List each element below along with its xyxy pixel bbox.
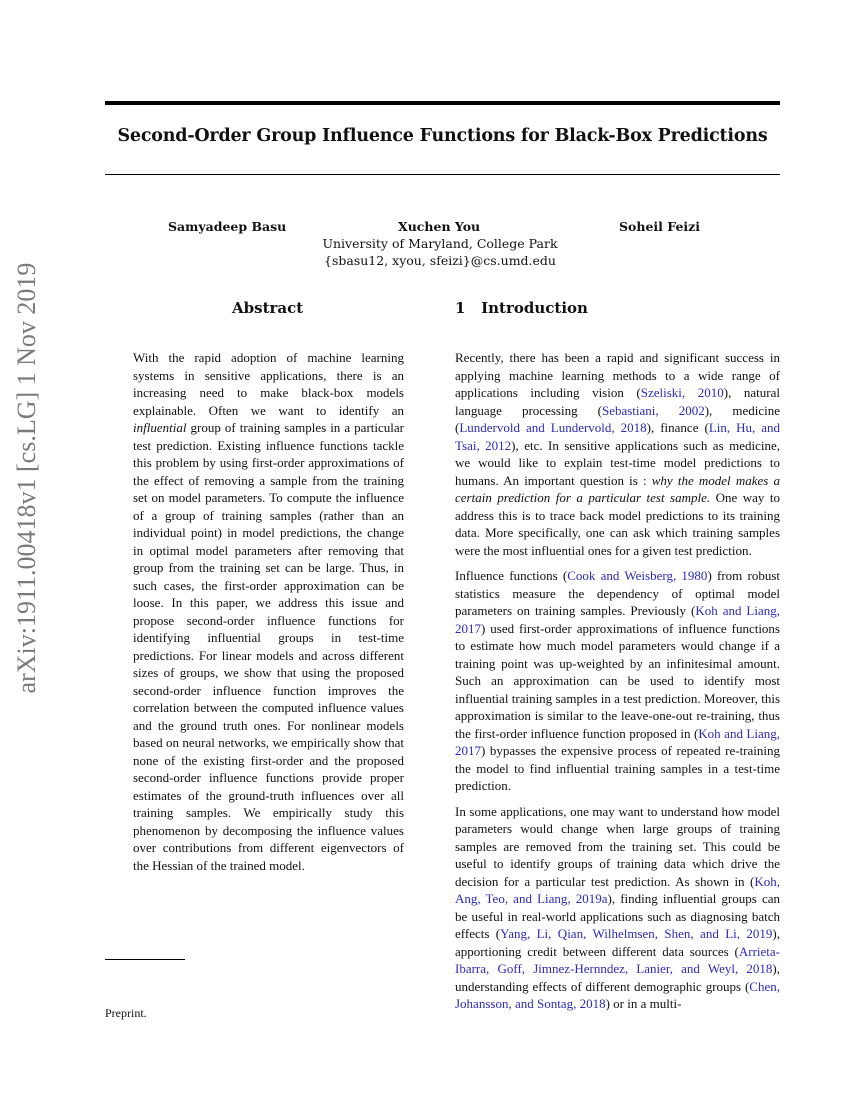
affiliation: University of Maryland, College Park [322, 236, 558, 251]
citation-link[interactable]: Arrieta-Ibarra, Goff, Jimnez-Hernndez, Lanier, and Weyl, 2018 [455, 943, 780, 976]
intro-body [455, 349, 780, 1021]
citation-link[interactable]: Lin, Hu, and Tsai, 2012 [455, 420, 781, 453]
citation-link[interactable]: Lundervold and Lundervold, 2018 [459, 420, 647, 435]
abstract-heading: Abstract [232, 299, 304, 317]
citation-link[interactable]: Chen, Johansson, and Sontag, 2018 [455, 978, 780, 1011]
citation-link[interactable]: Sebastiani, 2002 [601, 402, 705, 418]
author-2: Xuchen You [398, 219, 481, 234]
intro-paragraph-1: Recently, there has been a rapid and significant success in applying machine learning methods to a wide range of applications including vision (Szeliski, 2010), natural language processing (Sebastiani, 2002), medicine (Lundervold and Lundervold, 2018), finance (Lin, Hu, and Tsai, 2012), etc. In sensitive applications such as medicine, we would like to explain test-time model predictions to humans. An important question is : why the model makes a certain prediction for a particular test sample. One way to address this is to trace back model predictions to its training data. More specifically, one can ask which training samples were the most influential ones for a given test prediction. [455, 350, 781, 558]
abstract-body [133, 349, 404, 882]
footnote-rule [105, 959, 185, 960]
intro-heading: 1 Introduction [455, 299, 588, 317]
citation-link[interactable]: Cook and Weisberg, 1980 [567, 568, 708, 583]
arxiv-identifier: arXiv:1911.00418v1 [cs.LG] 1 Nov 2019 [12, 262, 41, 693]
author-3: Soheil Feizi [619, 219, 700, 234]
author-1: Samyadeep Basu [168, 219, 287, 234]
citation-link[interactable]: Szeliski, 2010 [640, 385, 724, 400]
intro-paragraph-2: Influence functions (Cook and Weisberg, 1980) from robust statistics measure the dependency of optimal model parameters on training samples. Previously (Koh and Liang, 2017) used first-order approximations of influence functions to estimate how much model parameters would change if a training point was up-weighted by an infinitesimal amount. Such an approximation can be used to identify most influential training samples in a test prediction. Moreover, this approximation is similar to the leave-one-out re-training, thus the first-order influence function proposed in (Koh and Liang, 2017) bypasses the expensive process of repeated re-training the model to find influential training samples in a test-time prediction. [455, 568, 781, 793]
paper-title: Second-Order Group Influence Functions for Black-Box Predictions [117, 126, 768, 146]
title-top-rule [105, 101, 780, 105]
preprint-note: Preprint. [105, 1006, 147, 1020]
abstract-text: With the rapid adoption of machine learning systems in sensitive applications, there is an increasing need to make black-box models explainable. Often we want to identify an influential group of training samples in a particular test prediction. Existing influence functions tackle this problem by using first-order approximations of the effect of removing a sample from the training set on model parameters. To compute the influence of a group of training samples (rather than an individual point) in model predictions, the change in optimal model parameters after removing that group from the training set can be large. Thus, in such cases, the first-order approximation can be loose. In this paper, we address this issue and propose second-order influence functions for identifying influential groups in test-time predictions. For linear models and across different sizes of groups, we show that using the proposed second-order influence function improves the correlation between the computed influence values and the ground truth ones. For nonlinear models based on neural networks, we empirically show that none of the existing first-order and the proposed second-order influence functions provide proper estimates of the ground-truth influences over all training samples. We empirically study this phenomenon by decomposing the influence values over contributions from different eigenvectors of the Hessian of the trained model. [133, 350, 404, 873]
citation-link[interactable]: Koh, Ang, Teo, and Liang, 2019a [455, 873, 780, 906]
intro-paragraph-3: In some applications, one may want to understand how model parameters would change when large groups of training samples are removed from the training set. This could be useful to identify groups of training data which drive the decision for a particular test prediction. As shown in (Koh, Ang, Teo, and Liang, 2019a), finding influential groups can be useful in real-world applications such as diagnosing batch effects (Yang, Li, Qian, Wilhelmsen, Shen, and Li, 2019), apportioning credit between different data sources (Arrieta-Ibarra, Goff, Jimnez-Hernndez, Lanier, and Weyl, 2018), understanding effects of different demographic groups (Chen, Johansson, and Sontag, 2018) or in a multi- [455, 803, 780, 1011]
citation-link[interactable]: Yang, Li, Qian, Wilhelmsen, Shen, and Li, 2019 [500, 926, 773, 941]
citation-link[interactable]: Koh and Liang, 2017 [455, 725, 781, 758]
title-bottom-rule [105, 174, 780, 175]
citation-link[interactable]: Koh and Liang, 2017 [455, 603, 780, 636]
author-emails: {sbasu12, xyou, sfeizi}@cs.umd.edu [324, 253, 556, 268]
